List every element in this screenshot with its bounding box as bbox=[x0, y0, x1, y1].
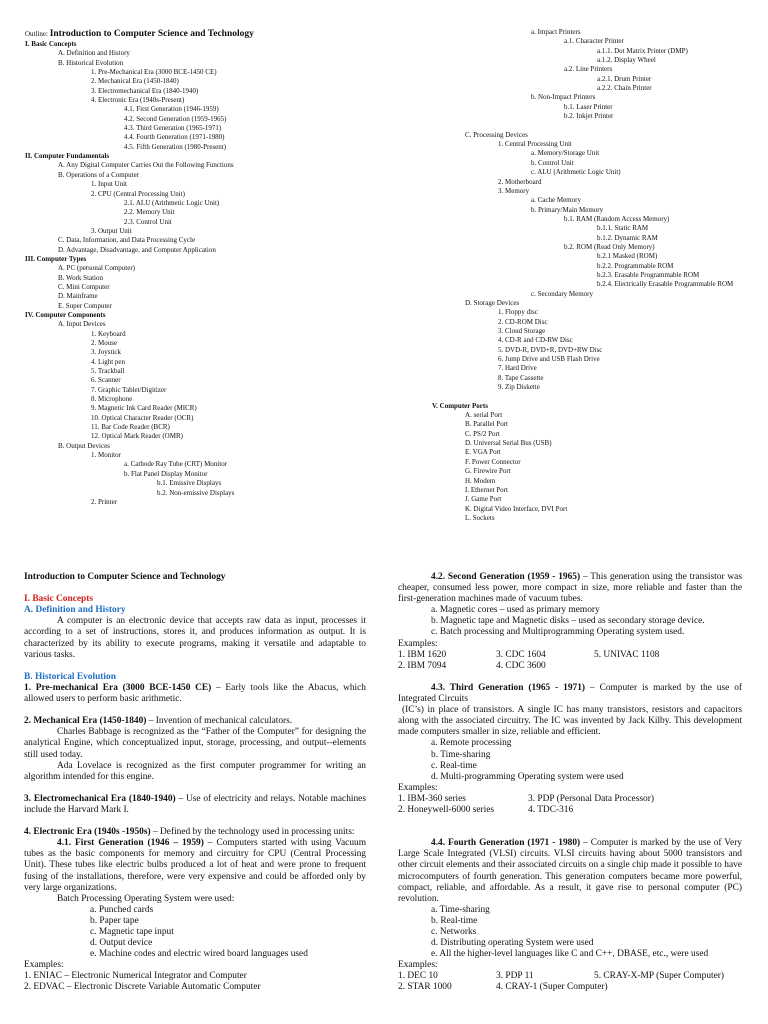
outline-item: b.2. Inkjet Printer bbox=[564, 112, 614, 121]
batch-processing-line: Batch Processing Operating System were used: bbox=[57, 893, 235, 904]
second-generation-text: – This generation using the transistor was cheaper, consumed less power, more compact in size, more reliable and faster than the first-generation machines made of vacuum tubes. bbox=[398, 572, 742, 605]
outline-item: b.2.1 Masked (ROM) bbox=[597, 252, 658, 261]
outline-item: 11. Bar Code Reader (BCR) bbox=[91, 423, 170, 432]
outline-item: a. Cathode Ray Tube (CRT) Monitor bbox=[124, 460, 228, 469]
list-item: e. Machine codes and electric wired board languages used bbox=[90, 949, 308, 960]
outline-item: a. Cache Memory bbox=[531, 196, 581, 205]
outline-item: 7. Graphic Tablet/Digitizer bbox=[91, 385, 167, 394]
examples-label: Examples: bbox=[398, 782, 438, 793]
example-item: 4. CDC 3600 bbox=[496, 660, 546, 671]
outline-prefix: Outline: bbox=[25, 30, 48, 38]
outline-item: 3. Electromechanical Era (1840-1940) bbox=[91, 86, 199, 95]
pre-mechanical-heading: 1. Pre-mechanical Era (3000 BCE-1450 CE) bbox=[24, 682, 212, 693]
outline-item: 3. Output Unit bbox=[91, 226, 132, 235]
examples-label: Examples: bbox=[398, 638, 438, 649]
lovelace-paragraph: Ada Lovelace is recognized as the first computer programmer for writing an algorithm intended for this engine. bbox=[24, 760, 366, 782]
outline-item: 1. Floppy disc bbox=[498, 308, 538, 317]
second-generation-heading: 4.2. Second Generation (1959 - 1965) bbox=[431, 572, 581, 582]
outline-item: b.1. RAM (Random Access Memory) bbox=[564, 214, 670, 223]
outline-item bbox=[432, 392, 762, 401]
third-generation-examples bbox=[398, 794, 742, 816]
outline-item: 4. CD-R and CD-RW Disc bbox=[498, 336, 573, 345]
list-item: b. Time-sharing bbox=[431, 749, 491, 760]
outline-item: a. Memory/Storage Unit bbox=[531, 149, 600, 158]
list-item: b. Real-time bbox=[431, 915, 478, 926]
outline-left-list bbox=[25, 40, 375, 507]
outline-item: 5. DVD-R, DVD+R, DVD+RW Disc bbox=[498, 345, 603, 354]
outline-title: Introduction to Computer Science and Technology bbox=[49, 29, 254, 39]
outline-right-column bbox=[432, 28, 762, 523]
outline-item: b. Flat Panel Display Monitor bbox=[124, 469, 208, 478]
outline-item: 2.1. ALU (Arithmetic Logic Unit) bbox=[124, 198, 220, 207]
outline-item: 2.2. Memory Unit bbox=[124, 208, 175, 217]
article-left-column bbox=[24, 572, 366, 994]
outline-item: B. Parallel Port bbox=[465, 420, 508, 429]
outline-item: 1. Monitor bbox=[91, 451, 121, 460]
example-item: 2. STAR 1000 bbox=[398, 982, 452, 993]
list-item: b. Paper tape bbox=[90, 915, 139, 926]
outline-item: A. Input Devices bbox=[58, 320, 106, 329]
outline-item: 2. Motherboard bbox=[498, 177, 542, 186]
outline-item: b.2. Non-emissive Displays bbox=[157, 488, 235, 497]
outline-item: 3. Memory bbox=[498, 186, 530, 195]
example-item: 1. IBM 1620 bbox=[398, 649, 447, 660]
fourth-generation-examples bbox=[398, 971, 742, 993]
outline-item: 10. Optical Character Reader (OCR) bbox=[91, 413, 194, 422]
outline-item: A. Definition and History bbox=[58, 49, 130, 58]
second-generation-paragraph bbox=[398, 572, 742, 605]
example-item: 5. UNIVAC 1108 bbox=[594, 649, 660, 660]
outline-item: 2. Printer bbox=[91, 497, 118, 506]
outline-item: C. Processing Devices bbox=[465, 130, 528, 139]
article-title: Introduction to Computer Science and Technology bbox=[24, 572, 226, 582]
outline-item: 1. Input Unit bbox=[91, 180, 127, 189]
list-item: a. Remote processing bbox=[431, 738, 512, 749]
outline-item: a.2.2. Chain Printer bbox=[597, 84, 652, 93]
outline-item: b.2.4. Electrically Erasable Programmable ROM bbox=[597, 280, 734, 289]
outline-item: b. Primary/Main Memory bbox=[531, 205, 604, 214]
electronic-text: – Defined by the technology used in processing units: bbox=[150, 827, 355, 838]
pre-mechanical-text: – Early tools like the Abacus, which allowed users to perform basic arithmetic. bbox=[24, 682, 366, 705]
outline-item: C. Data, Information, and Data Processing Cycle bbox=[58, 236, 196, 245]
outline-item: C. Mini Computer bbox=[58, 282, 110, 291]
subsection-definition: A. Definition and History bbox=[24, 605, 126, 616]
outline-item: 7. Hard Drive bbox=[498, 364, 537, 373]
list-item: c. Networks bbox=[431, 927, 477, 937]
outline-item: a.2. Line Printers bbox=[564, 65, 613, 74]
example-item: 3. PDP 11 bbox=[496, 971, 534, 982]
outline-item: 3. Cloud Storage bbox=[498, 327, 546, 335]
examples-label: Examples: bbox=[398, 960, 438, 971]
outline-item: 6. Jump Drive and USB Flash Drive bbox=[498, 355, 600, 364]
list-item: d. Multi-programming Operating system were used bbox=[431, 771, 624, 782]
list-item: c. Real-time bbox=[431, 760, 477, 771]
outline-item: B. Work Station bbox=[58, 273, 104, 282]
example-item: 1. ENIAC – Electronic Numerical Integrator and Computer bbox=[24, 971, 247, 982]
outline-item: 6. Scanner bbox=[91, 376, 121, 385]
outline-item: 1. Keyboard bbox=[91, 329, 126, 338]
fourth-generation-paragraph bbox=[398, 838, 742, 905]
electromechanical-heading: 3. Electromechanical Era (1840-1940) bbox=[24, 793, 176, 804]
first-generation-paragraph bbox=[24, 838, 366, 893]
outline-item: B. Output Devices bbox=[58, 441, 110, 450]
outline-item: a.1. Character Printer bbox=[564, 37, 624, 46]
example-item bbox=[594, 982, 742, 993]
section-basic-concepts: I. Basic Concepts bbox=[24, 594, 94, 605]
list-item: a. Time-sharing bbox=[431, 904, 490, 915]
mechanical-heading: 2. Mechanical Era (1450-1840) bbox=[24, 716, 147, 727]
outline-item: b.2.2. Programmable ROM bbox=[597, 261, 674, 270]
first-generation-text: – Computers started with using Vacuum tubes as the basic components for memory and circuitry for CPU (Central Processing Unit). These tubes like electric bulbs produced a lot of heat and were prone to frequent fusing of the installations, therefore, were very expensive and could be afforded only by very large organizations. bbox=[24, 838, 366, 893]
outline-item: b.2.3. Erasable Programmable ROM bbox=[597, 270, 700, 279]
outline-item bbox=[432, 121, 762, 130]
outline-item: K. Digital Video Interface, DVI Port bbox=[465, 504, 568, 513]
third-generation-heading: 4.3. Third Generation (1965 - 1971) bbox=[431, 682, 586, 693]
outline-item: B. Operations of a Computer bbox=[58, 170, 140, 179]
example-item: 4. CRAY-1 (Super Computer) bbox=[496, 982, 608, 993]
list-item: e. All the higher-level languages like C and C++, DBASE, etc., were used bbox=[431, 949, 709, 960]
fourth-generation-list bbox=[398, 905, 742, 960]
outline-item: c. Secondary Memory bbox=[531, 289, 594, 298]
list-item: d. Output device bbox=[90, 938, 153, 949]
outline-item: H. Modem bbox=[465, 476, 496, 485]
outline-item: E. Super Computer bbox=[58, 301, 112, 310]
outline-item: 8. Tape Cassette bbox=[498, 373, 544, 382]
outline-section-heading: IV. Computer Components bbox=[25, 310, 106, 319]
first-generation-heading: 4.1. First Generation (1946 – 1959) bbox=[57, 838, 204, 849]
list-item: a. Punched cards bbox=[90, 904, 154, 915]
outline-item: 5. Trackball bbox=[91, 367, 125, 376]
outline-item: a.2.1. Drum Printer bbox=[597, 74, 652, 83]
fourth-generation-text: – Computer is marked by the use of Very Large Scale Integrated (VLSI) circuits. VLSI circuits having about 5000 transistors and other circuit elements and their associated circuits on a single chip made it possible to have microcomputers of fourth generation. This generation computers became more powerful, compact, reliable, and affordable. As a result, it gave rise to personal computer (PC) revolution. bbox=[398, 838, 742, 904]
outline-section-heading: II. Computer Fundamentals bbox=[25, 152, 110, 161]
outline-item: D. Mainframe bbox=[58, 292, 98, 301]
babbage-paragraph: Charles Babbage is recognized as the “Father of the Computer” for designing the analytical Engine, which conceptualized input, storage, processing, and output--elements still used today. bbox=[24, 727, 366, 760]
example-item: 1. IBM-360 series bbox=[398, 793, 466, 804]
example-item: 3. PDP (Personal Data Processor) bbox=[528, 793, 654, 804]
example-item: 5. CRAY-X-MP (Super Computer) bbox=[594, 971, 725, 982]
outline-item: b.1.2. Dynamic RAM bbox=[597, 233, 658, 242]
first-generation-list bbox=[24, 905, 366, 960]
outline-item: B. Historical Evolution bbox=[58, 58, 124, 67]
outline-item: b.1. Laser Printer bbox=[564, 102, 613, 111]
list-item: c. Batch processing and Multiprogramming Operating system used. bbox=[431, 627, 685, 638]
outline-section-heading: III. Computer Types bbox=[25, 254, 87, 263]
outline-item: 1. Pre-Mechanical Era (3000 BCE-1450 CE) bbox=[91, 68, 217, 77]
electromechanical-paragraph bbox=[24, 794, 366, 816]
outline-item: J. Game Port bbox=[465, 495, 502, 504]
outline-item: C. PS/2 Port bbox=[465, 429, 500, 438]
outline-item: 8. Microphone bbox=[91, 395, 133, 404]
outline-item: 9. Magnetic Ink Card Reader (MICR) bbox=[91, 404, 197, 413]
list-item: d. Distributing operating System were used bbox=[431, 938, 594, 949]
outline-item: 1. Central Processing Unit bbox=[498, 140, 572, 149]
outline-item: 2.3. Control Unit bbox=[124, 217, 172, 226]
example-item: 1. DEC 10 bbox=[398, 971, 438, 982]
outline-item: 4.2. Second Generation (1959-1965) bbox=[124, 114, 227, 123]
outline-item: 9. Zip Diskette bbox=[498, 383, 540, 392]
third-generation-paragraph bbox=[398, 683, 742, 705]
outline-item: 4.1. First Generation (1946-1959) bbox=[124, 105, 219, 114]
outline-item: 2. CD-ROM Disc bbox=[498, 317, 548, 326]
outline-item: 12. Optical Mark Reader (OMR) bbox=[91, 432, 183, 441]
article-right-column bbox=[398, 572, 742, 994]
outline-item: 3. Joystick bbox=[91, 348, 121, 357]
example-item bbox=[594, 661, 742, 672]
outline-item: A. Any Digital Computer Carries Out the Following Functions bbox=[58, 161, 234, 170]
pre-mechanical-paragraph bbox=[24, 683, 366, 705]
list-item: a. Magnetic cores – used as primary memory bbox=[431, 605, 600, 616]
list-item: b. Magnetic tape and Magnetic disks – used as secondary storage device. bbox=[431, 616, 705, 627]
outline-item: b.1. Emissive Displays bbox=[157, 479, 222, 488]
examples-label: Examples: bbox=[24, 960, 64, 971]
definition-paragraph: A computer is an electronic device that accepts raw data as input, processes it according to a set of instructions, stores it, and produces information as output. It is characterized by its ability to execute programs, making it versatile and adaptable to various tasks. bbox=[24, 616, 366, 660]
example-item: 3. CDC 1604 bbox=[496, 649, 546, 660]
outline-item: D. Universal Serial Bus (USB) bbox=[465, 439, 552, 448]
outline-item: a.1.1. Dot Matrix Printer (DMP) bbox=[597, 46, 688, 55]
outline-item: A. serial Port bbox=[465, 411, 503, 420]
list-item: c. Magnetic tape input bbox=[90, 927, 174, 937]
outline-item: E. VGA Port bbox=[465, 448, 501, 457]
outline-item: b.1.1. Static RAM bbox=[597, 224, 649, 233]
outline-item: b. Control Unit bbox=[531, 158, 574, 167]
outline-item: D. Storage Devices bbox=[465, 298, 520, 307]
outline-item: c. ALU (Arithmetic Logic Unit) bbox=[531, 168, 621, 177]
electromechanical-text: – Use of electricity and relays. Notable machines include the Harvard Mark I. bbox=[24, 793, 366, 815]
outline-right-list bbox=[432, 28, 762, 523]
outline-item: 4. Electronic Era (1940s-Present) bbox=[91, 96, 185, 105]
outline-item: L. Sockets bbox=[465, 513, 495, 522]
third-generation-text-2: (IC’s) in place of transistors. A single IC has many transistors, resistors and capacitors along with the associated circuitry. The IC was invented by Jack Kilby. This development made computers smaller in size, reliable and efficient. bbox=[398, 705, 742, 738]
mechanical-paragraph bbox=[24, 716, 366, 727]
outline-section-heading: V. Computer Ports bbox=[432, 401, 488, 410]
example-item: 2. IBM 7094 bbox=[398, 660, 447, 671]
outline-item: b.2. ROM (Read Only Memory) bbox=[564, 242, 655, 251]
third-generation-list bbox=[398, 738, 742, 782]
outline-section-heading: I. Basic Concepts bbox=[25, 40, 77, 48]
subsection-historical-evolution: B. Historical Evolution bbox=[24, 671, 116, 682]
outline-item: a. Impact Printers bbox=[531, 28, 581, 36]
fourth-generation-heading: 4.4. Fourth Generation (1971 - 1980) bbox=[431, 838, 581, 849]
outline-item: I. Ethernet Port bbox=[465, 485, 508, 494]
electronic-paragraph bbox=[24, 827, 366, 838]
second-generation-examples bbox=[398, 650, 742, 672]
outline-item: G. Firewire Port bbox=[465, 467, 511, 476]
third-generation-text: – Computer is marked by the use of Integrated Circuits bbox=[398, 682, 743, 705]
outline-item: 2. CPU (Central Processing Unit) bbox=[91, 189, 185, 198]
outline-item: D. Advantage, Disadvantage, and Computer Application bbox=[58, 245, 216, 254]
outline-item: 4.4. Fourth Generation (1971-1980) bbox=[124, 133, 225, 142]
outline-heading bbox=[25, 28, 375, 40]
outline-item: F. Power Connector bbox=[465, 457, 521, 466]
example-item: 2. EDVAC – Electronic Discrete Variable Automatic Computer bbox=[24, 982, 261, 993]
outline-item: a.1.2. Display Wheel bbox=[597, 56, 656, 65]
example-item: 2. Honeywell-6000 series bbox=[398, 804, 495, 815]
second-generation-list bbox=[398, 605, 742, 638]
outline-item: 4.3. Third Generation (1965-1971) bbox=[124, 124, 222, 133]
outline-item: 2. Mechanical Era (1450-1840) bbox=[91, 77, 179, 86]
outline-left-column bbox=[25, 28, 375, 507]
outline-item: A. PC (personal Computer) bbox=[58, 264, 135, 273]
example-item: 4. TDC-316 bbox=[528, 804, 574, 815]
electronic-heading: 4. Electronic Era (1940s -1950s) bbox=[24, 827, 151, 838]
outline-item: 4. Light pen bbox=[91, 357, 126, 366]
outline-item: 2. Mouse bbox=[91, 339, 118, 347]
outline-item: 4.5. Fifth Generation (1980-Present) bbox=[124, 142, 227, 151]
outline-item: b. Non-Impact Printers bbox=[531, 93, 596, 102]
mechanical-text: – Invention of mechanical calculators. bbox=[146, 716, 293, 727]
